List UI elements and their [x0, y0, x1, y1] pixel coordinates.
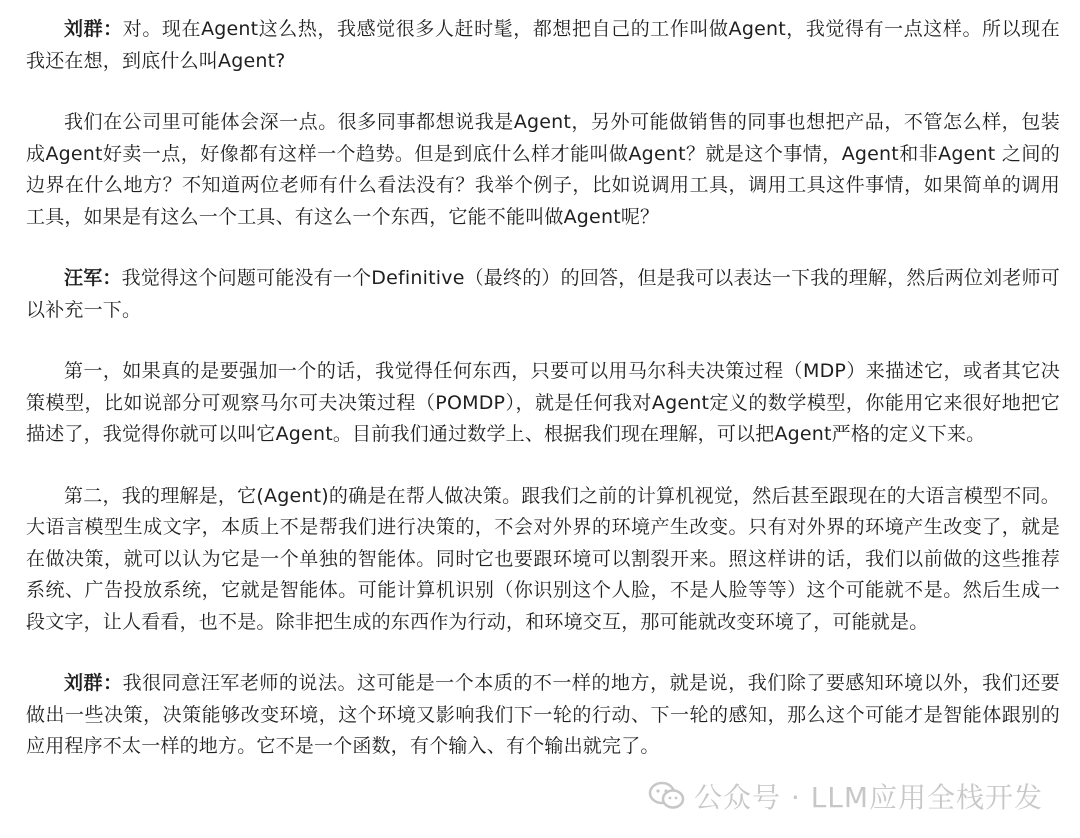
paragraph-5: [26, 481, 1060, 639]
speaker-name: 汪军：: [64, 267, 122, 289]
paragraph-6: [26, 668, 1060, 763]
paragraph-text: 第一，如果真的是要强加一个的话，我觉得任何东西，只要可以用马尔科夫决策过程（MDP）来描述它，或者其它决策模型，比如说部分可观察马尔可夫决策过程（POMDP），就是任何我对Agent定义的数学模型，你能用它来很好地把它描述了，我觉得你就可以叫它Agent。目前我们通过数学上、根据我们现在理解，可以把Agent严格的定义下来。: [26, 360, 1060, 445]
paragraph-text: 我们在公司里可能体会深一点。很多同事都想说我是Agent，另外可能做销售的同事也想把产品，不管怎么样，包装成Agent好卖一点，好像都有这样一个趋势。但是到底什么样才能叫做Agent？就是这个事情，Agent和非Agent 之间的边界在什么地方？不知道两位老师有什么看法没有？我举个例子，比如说调用工具，调用工具这件事情，如果简单的调用工具，如果是有这么一个工具、有这么一个东西，它能不能叫做Agent呢？: [26, 111, 1060, 228]
paragraph-1: [26, 14, 1060, 77]
paragraph-text: 第二，我的理解是，它(Agent)的确是在帮人做决策。跟我们之前的计算机视觉，然后甚至跟现在的大语言模型不同。大语言模型生成文字，本质上不是帮我们进行决策的，不会对外界的环境产生改变。只有对外界的环境产生改变了，就是在做决策，就可以认为它是一个单独的智能体。同时它也要跟环境可以割裂开来。照这样讲的话，我们以前做的这些推荐系统、广告投放系统，它就是智能体。可能计算机识别（你识别这个人脸，不是人脸等等）这个可能就不是。然后生成一段文字，让人看看，也不是。除非把生成的东西作为行动，和环境交互，那可能就改变环境了，可能就是。: [26, 484, 1060, 633]
article-body: [26, 14, 1060, 793]
paragraph-text: 我很同意汪军老师的说法。这可能是一个本质的不一样的地方，就是说，我们除了要感知环境以外，我们还要做出一些决策，决策能够改变环境，这个环境又影响我们下一轮的行动、下一轮的感知，那么这个可能才是智能体跟别的应用程序不太一样的地方。它不是一个函数，有个输入、有个输出就完了。: [26, 672, 1060, 757]
watermark-text: 公众号 · LLM应用全栈开发: [694, 781, 1044, 814]
paragraph-text: 我觉得这个问题可能没有一个Definitive（最终的）的回答，但是我可以表达一下我的理解，然后两位刘老师可以补充一下。: [26, 267, 1060, 321]
speaker-name: 刘群：: [64, 672, 123, 694]
paragraph-4: [26, 356, 1060, 451]
paragraph-2: [26, 107, 1060, 233]
paragraph-3: [26, 263, 1060, 326]
paragraph-text: 对。现在Agent这么热，我感觉很多人赶时髦，都想把自己的工作叫做Agent，我觉得有一点这样。所以现在我还在想，到底什么叫Agent?: [26, 18, 1060, 72]
speaker-name: 刘群：: [64, 18, 123, 40]
